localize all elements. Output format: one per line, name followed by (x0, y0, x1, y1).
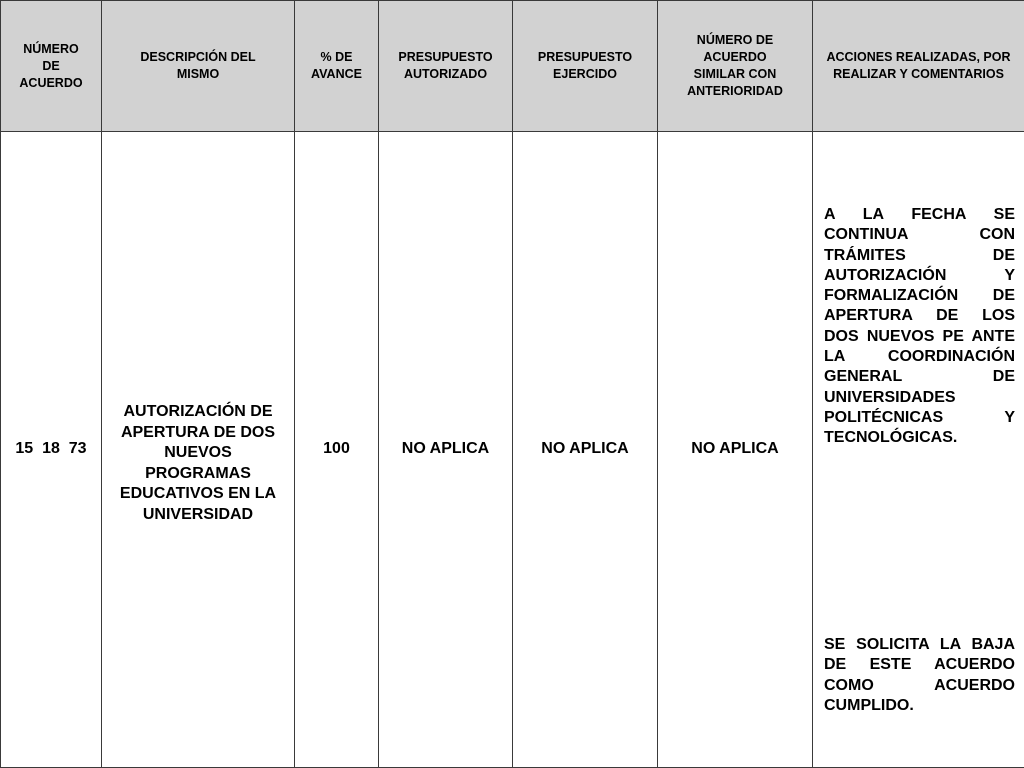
cell-acciones (813, 132, 1024, 768)
cell-presupuesto-ejercido: NO APLICA (513, 132, 658, 768)
acciones-text: A LA FECHA SE CONTINUA CON TRÁMITES DE AUTORIZACIÓN Y FORMALIZACIÓN DE APERTURA DE LOS DOS NUEVOS PE ANTE LA COORDINACIÓN GENERAL DE UNIVERSIDADES POLITÉCNICAS Y TECNOLÓGICAS. (824, 206, 1015, 447)
header-row (1, 1, 1024, 132)
header-presupuesto-autorizado: PRESUPUESTO AUTORIZADO (379, 1, 513, 132)
cell-presupuesto-autorizado: NO APLICA (379, 132, 513, 768)
header-descripcion: DESCRIPCIÓN DEL MISMO (102, 1, 295, 132)
header-acuerdo-similar: NÚMERO DE ACUERDO SIMILAR CON ANTERIORIDAD (658, 1, 813, 132)
cell-avance: 100 (295, 132, 379, 768)
comentario-text: SE SOLICITA LA BAJA DE ESTE ACUERDO COMO ACUERDO CUMPLIDO. (824, 636, 1015, 714)
table-row (1, 132, 1024, 768)
cell-descripcion: AUTORIZACIÓN DE APERTURA DE DOS NUEVOS PROGRAMAS EDUCATIVOS EN LA UNIVERSIDAD (102, 132, 295, 768)
cell-numero-acuerdo: 15 18 73 (1, 132, 102, 768)
header-avance: % DE AVANCE (295, 1, 379, 132)
cell-acuerdo-similar: NO APLICA (658, 132, 813, 768)
header-numero-acuerdo: NÚMERO DE ACUERDO (1, 1, 102, 132)
header-presupuesto-ejercido: PRESUPUESTO EJERCIDO (513, 1, 658, 132)
header-acciones: ACCIONES REALIZADAS, POR REALIZAR Y COMENTARIOS (813, 1, 1024, 132)
